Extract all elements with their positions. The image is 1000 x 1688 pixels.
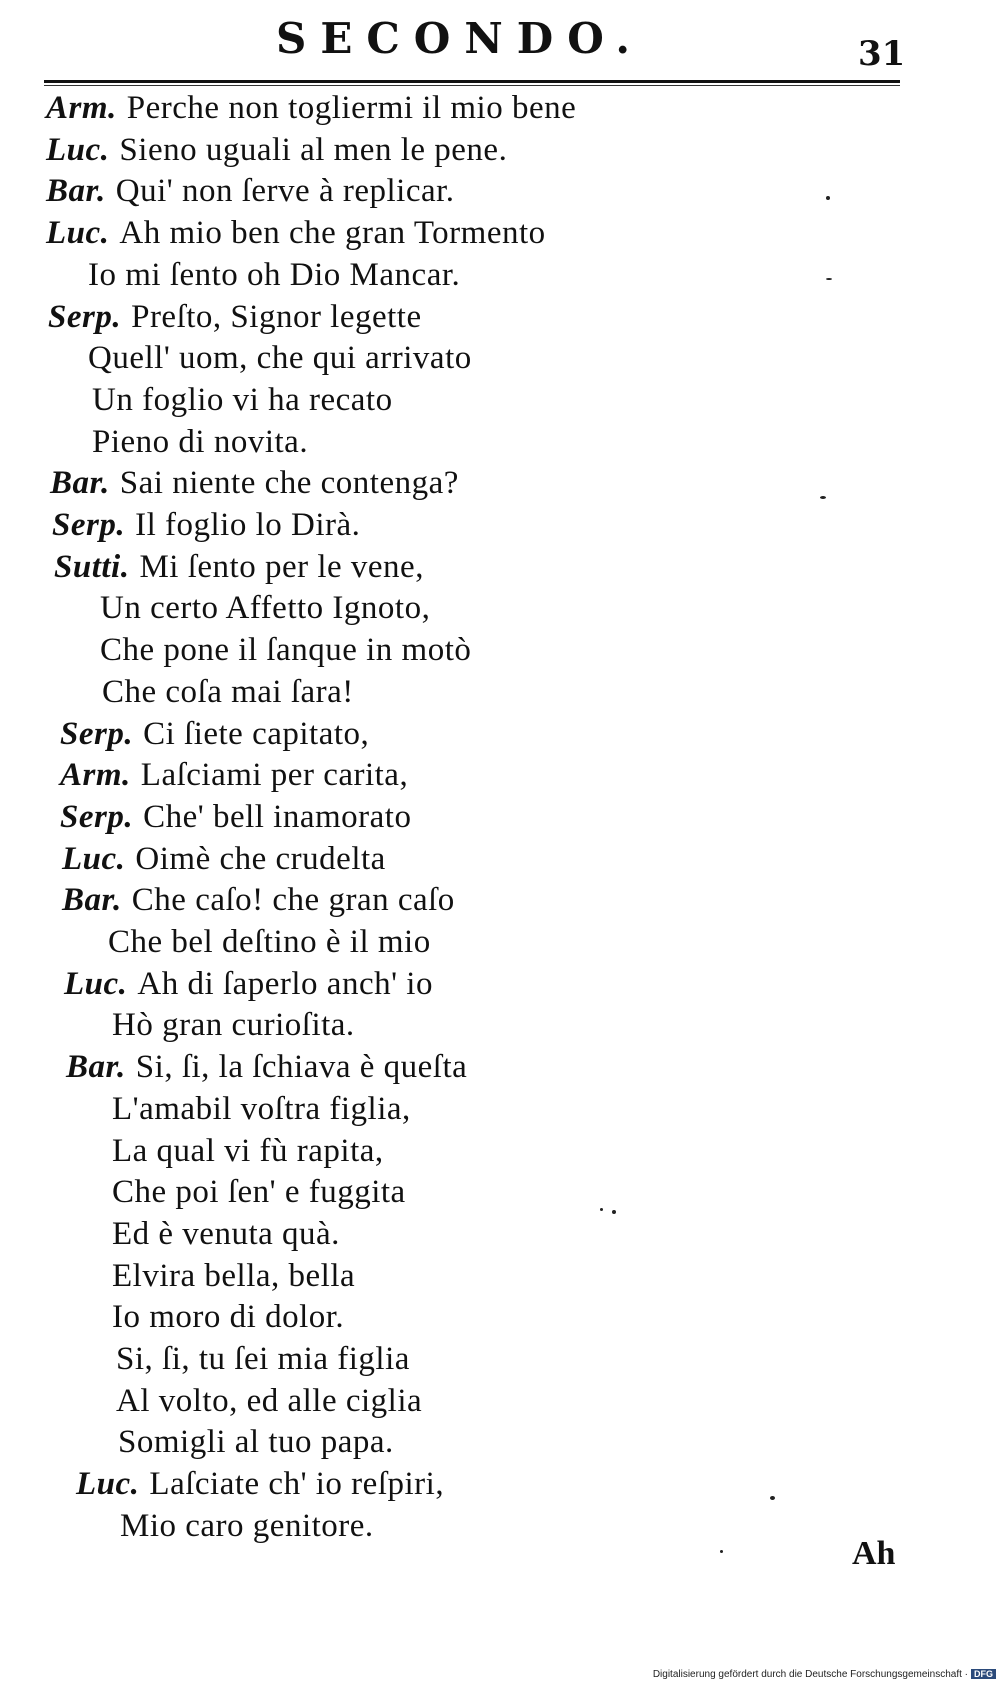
verse-line [100,588,430,628]
verse-text: Hò gran curioſita. [112,1007,355,1044]
verse-text: Ed è venuta quà. [112,1215,340,1252]
verse-line [112,1214,340,1254]
verse-text: Somigli al tuo papa. [118,1424,394,1461]
verse-text: Laſciate ch' io reſpiri, [149,1466,445,1503]
speaker-label: Luc. [46,131,110,168]
verse-line [100,630,471,670]
verse-line [48,297,422,337]
verse-text: Si, ſi, la ſchiava è queſta [135,1049,468,1086]
speaker-label: Serp. [52,507,126,543]
verse-line [76,1464,444,1504]
verse-line [112,1005,355,1045]
verse-text: Ci ſiete capitato, [143,715,370,752]
verse-line [46,171,455,211]
speaker-label: Luc. [76,1466,140,1503]
verse-line [46,130,507,170]
print-speck [820,496,826,499]
verse-line [60,714,369,754]
verse-text: Sai niente che contenga? [119,465,459,502]
speaker-label: Bar. [62,882,122,919]
speaker-label: Luc. [64,965,128,1002]
verse-text: Il foglio lo Dirà. [135,507,361,543]
verse-line [112,1297,344,1337]
speaker-label: Bar. [46,173,106,210]
print-speck [720,1550,723,1553]
verse-text: L'amabil voſtra figlia, [112,1090,411,1127]
verse-line [64,964,433,1004]
speaker-label: Bar. [66,1049,126,1086]
catchword: Ah [852,1535,896,1572]
page-number: 31 [858,34,906,74]
speaker-label: Luc. [62,840,126,877]
speaker-label: Serp. [60,798,134,835]
verse-text: Oimè che crudelta [135,840,386,877]
verse-line [62,839,386,879]
verse-text: Io mi ſento oh Dio Mancar. [88,256,461,293]
verse-line [112,1172,406,1212]
verse-text: Che bel deſtino è il mio [108,924,431,960]
speaker-label: Bar. [50,465,110,502]
verse-text: Quell' uom, che qui arrivato [88,340,472,377]
header-rule-thin [44,85,900,86]
verse-line [102,672,354,712]
verse-line [60,797,411,837]
verse-line [88,255,460,295]
print-speck [612,1210,616,1214]
verse-text: Che pone il ſanque in motò [100,632,472,669]
verse-text: Che coſa mai ſara! [102,673,354,710]
verse-line [112,1256,355,1296]
verse-line [120,1506,374,1546]
verse-line [60,755,408,795]
verse-text: Io moro di dolor. [112,1299,345,1336]
running-header: SECONDO. [276,14,644,63]
verse-text: Mio caro genitore. [120,1507,374,1544]
verse-text: Che' bell inamorato [143,798,412,835]
speaker-label: Arm. [46,90,117,126]
verse-line [112,1131,384,1171]
footer-text: Digitalisierung gefördert durch die Deutsche Forschungsgemeinschaft · [652,1669,968,1680]
verse-text: Che poi ſen' e fuggita [112,1174,406,1211]
verse-text: Al volto, ed alle ciglia [116,1382,423,1419]
verse-line [62,880,455,920]
digitization-footer [600,1669,996,1680]
verse-text: Sieno uguali al men le pene. [119,131,508,168]
verse-text: Mi ſento per le vene, [139,548,424,585]
verse-line [54,547,424,587]
verse-text: La qual vi fù rapita, [112,1132,384,1169]
verse-line [92,422,308,462]
verse-line [116,1339,410,1379]
header-rule [44,80,900,83]
print-speck [770,1496,775,1500]
verse-text: Ah mio ben che gran Tormento [119,215,546,252]
speaker-label: Sutti. [54,548,130,585]
verse-text: Ah di ſaperlo anch' io [137,965,433,1002]
verse-line [52,505,360,545]
verse-text: Qui' non ſerve à replicar. [115,173,455,210]
verse-line [46,213,546,253]
verse-text: Si, ſi, tu ſei mia figlia [116,1341,410,1377]
print-speck [826,196,830,200]
verse-text: Un foglio vi ha recato [92,381,393,418]
verse-line [88,338,472,378]
verse-text: Laſciami per carita, [140,757,409,794]
verse-text: Elvira bella, bella [112,1257,356,1294]
verse-text: Perche non togliermi il mio bene [126,90,577,126]
verse-line [66,1047,467,1087]
verse-text: Che caſo! che gran caſo [131,882,455,919]
verse-line [92,380,393,420]
verse-line [112,1089,411,1129]
verse-line [116,1381,422,1421]
verse-text: Pieno di novita. [92,423,309,460]
speaker-label: Serp. [60,715,134,752]
verse-line [118,1422,394,1462]
dfg-logo: DFG [971,1669,996,1679]
speaker-label: Arm. [60,757,131,794]
verse-line [50,463,459,503]
verse-line [46,88,576,128]
print-speck [826,278,832,280]
verse-text: Un certo Affetto Ignoto, [100,590,431,627]
speaker-label: Serp. [48,298,122,335]
verse-text: Preſto, Signor legette [131,298,422,335]
verse-line [108,922,431,962]
print-speck [600,1208,603,1211]
speaker-label: Luc. [46,215,110,252]
